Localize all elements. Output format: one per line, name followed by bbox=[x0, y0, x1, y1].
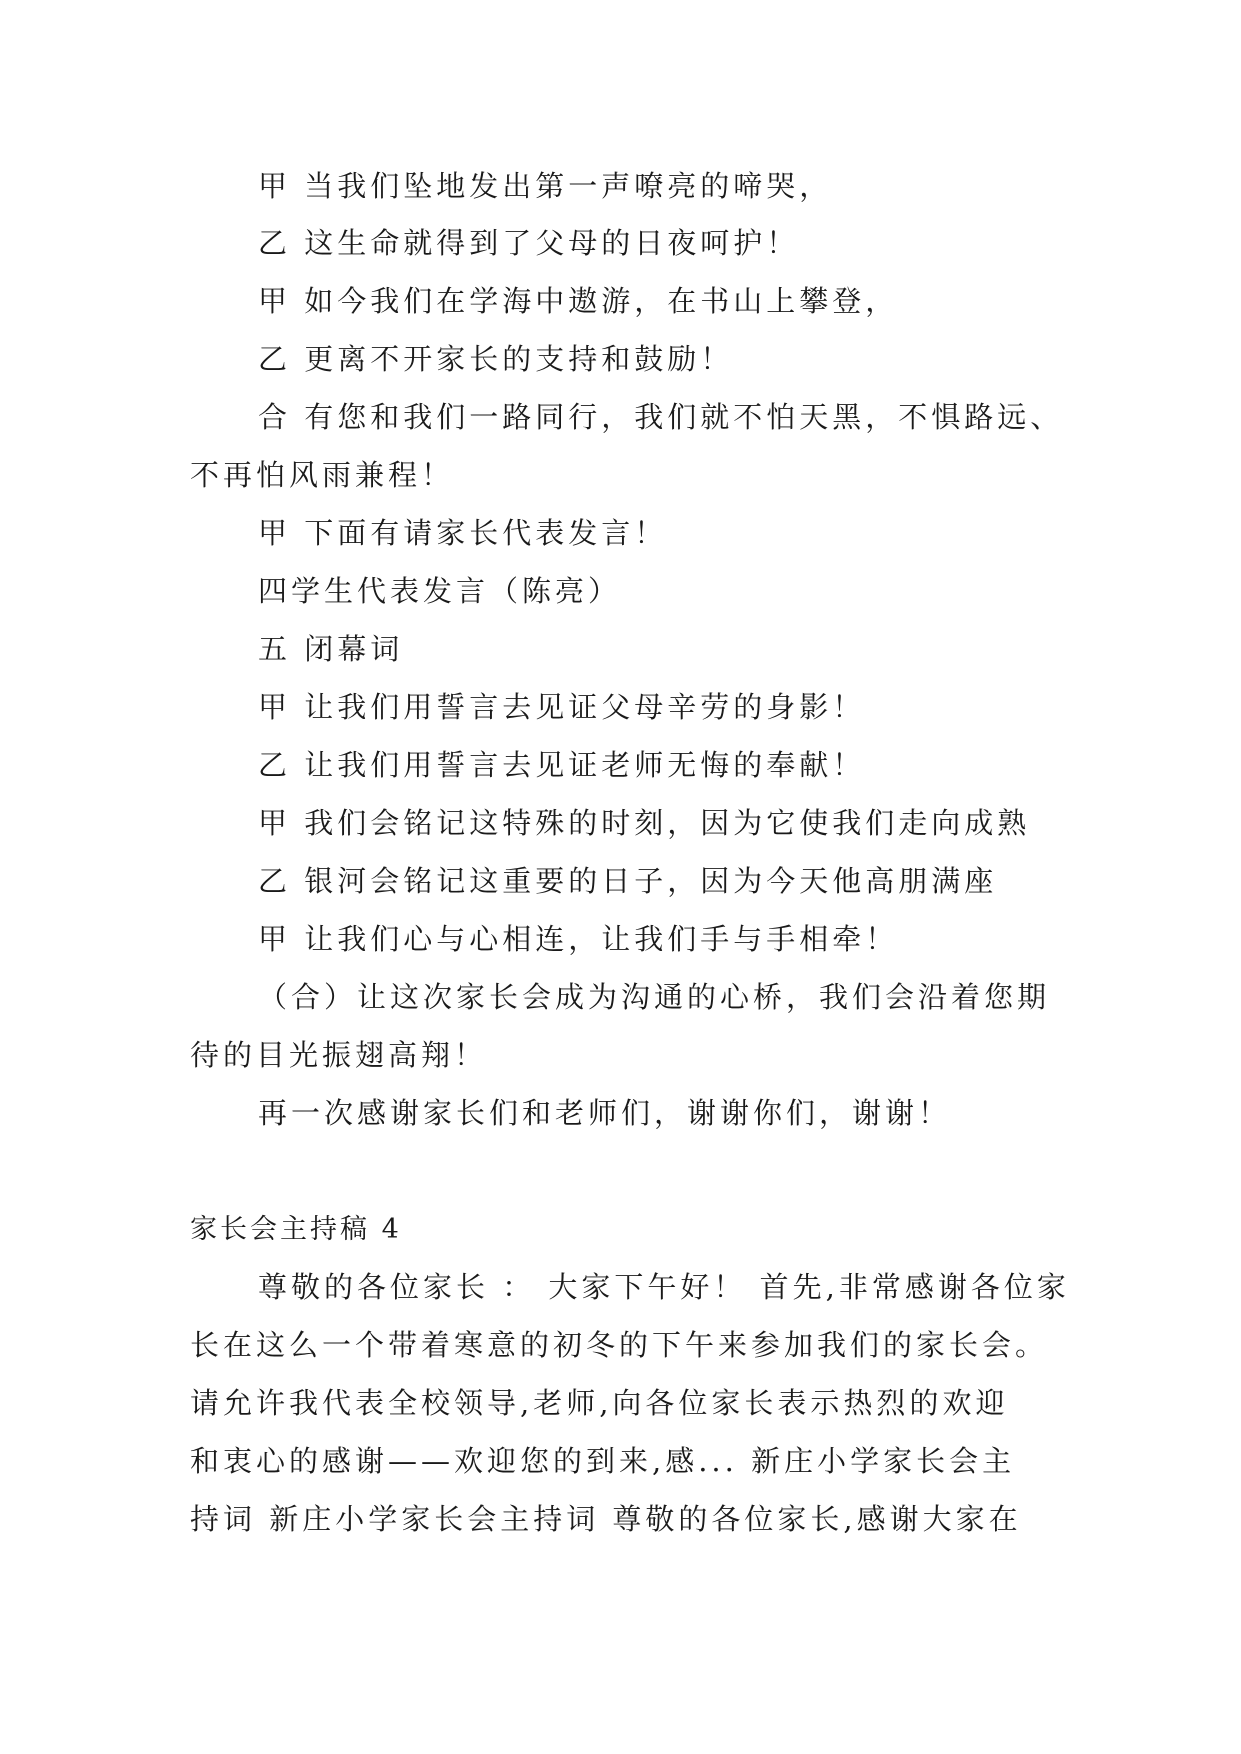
dialogue-line: 甲 当我们坠地发出第一声嘹亮的啼哭， bbox=[258, 169, 833, 203]
dialogue-line: 甲 我们会铭记这特殊的时刻，因为它使我们走向成熟 bbox=[258, 806, 1031, 840]
paragraph-line: 长在这么一个带着寒意的初冬的下午来参加我们的家长会。 bbox=[190, 1328, 1049, 1362]
dialogue-line: 合 有您和我们一路同行，我们就不怕天黑，不惧路远、 bbox=[258, 400, 1064, 434]
dialogue-line: 甲 让我们心与心相连，让我们手与手相牵！ bbox=[258, 922, 899, 956]
paragraph-line: 持词 新庄小学家长会主持词 尊敬的各位家长,感谢大家在 bbox=[190, 1502, 1022, 1536]
dialogue-line-continuation: 待的目光振翅高翔！ bbox=[190, 1038, 488, 1072]
paragraph-line: 和衷心的感谢——欢迎您的到来,感... 新庄小学家长会主 bbox=[190, 1444, 1016, 1478]
dialogue-line: 乙 这生命就得到了父母的日夜呵护！ bbox=[258, 226, 800, 260]
program-item: 四学生代表发言（陈亮） bbox=[258, 574, 622, 608]
program-item: 五 闭幕词 bbox=[258, 632, 404, 666]
dialogue-line: 乙 更离不开家长的支持和鼓励！ bbox=[258, 342, 734, 376]
section-title: 家长会主持稿 4 bbox=[190, 1214, 402, 1245]
dialogue-line: 甲 下面有请家长代表发言！ bbox=[258, 516, 668, 550]
dialogue-line: 再一次感谢家长们和老师们，谢谢你们，谢谢！ bbox=[258, 1096, 952, 1130]
paragraph-line: 请允许我代表全校领导,老师,向各位家长表示热烈的欢迎 bbox=[190, 1386, 1009, 1420]
dialogue-line: 乙 银河会铭记这重要的日子，因为今天他高朋满座 bbox=[258, 864, 998, 898]
dialogue-line: 甲 让我们用誓言去见证父母辛劳的身影！ bbox=[258, 690, 866, 724]
dialogue-line: 乙 让我们用誓言去见证老师无悔的奉献！ bbox=[258, 748, 866, 782]
dialogue-line: 甲 如今我们在学海中遨游，在书山上攀登， bbox=[258, 284, 899, 318]
dialogue-line-continuation: 不再怕风雨兼程！ bbox=[190, 458, 455, 492]
paragraph-line: 尊敬的各位家长 ： 大家下午好！ 首先,非常感谢各位家 bbox=[258, 1270, 1070, 1304]
dialogue-line: （合）让这次家长会成为沟通的心桥，我们会沿着您期 bbox=[258, 980, 1051, 1014]
